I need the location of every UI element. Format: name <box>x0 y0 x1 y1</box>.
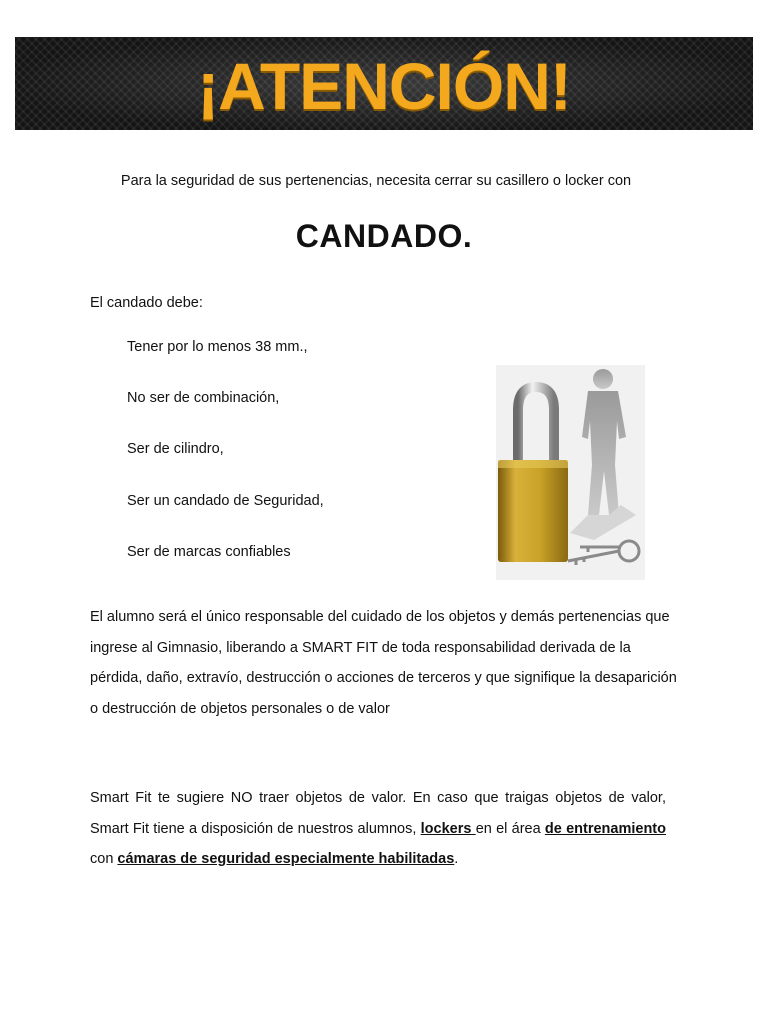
intro-line: Para la seguridad de sus pertenencias, necesita cerrar su casillero o locker con <box>120 173 632 189</box>
responsibility-paragraph: El alumno será el único responsable del cuidado de los objetos y demás pertenencias que ingrese al Gimnasio, liberando a SMART FIT de toda responsabilidad derivada de la pérdida, daño, extravío, destrucción o acciones de terceros y que signifique la desaparición o destrucción de objetos personales o de valor <box>90 609 677 717</box>
requirements-lead: El candado debe: <box>90 295 203 311</box>
requirement-item: No ser de combinación, <box>127 390 280 406</box>
lockers-text: lockers <box>420 820 476 837</box>
requirement-item: Ser un candado de Seguridad, <box>127 493 324 509</box>
intro-text <box>0 173 768 189</box>
suggestion-text: Smart Fit te sugiere NO traer objetos de valor. En caso que traigas objetos de valor, Smart Fit tiene a disposición de nuestros alumnos, <box>90 790 666 837</box>
suggestion-text: en el área <box>475 820 545 837</box>
requirement-item: Tener por lo menos 38 mm., <box>127 339 308 355</box>
suggestion-paragraph <box>90 783 666 875</box>
suggestion-text: . <box>454 851 459 867</box>
padlock-icon <box>496 365 645 580</box>
padlock-illustration <box>496 365 645 580</box>
person-silhouette-icon <box>570 369 636 540</box>
training-area-text: de entrenamiento <box>544 820 666 837</box>
banner-title: ¡ATENCIÓN! <box>197 48 571 123</box>
requirement-item: Ser de cilindro, <box>127 441 224 457</box>
headline: CANDADO. <box>295 218 473 254</box>
keys-icon <box>568 541 639 565</box>
requirement-item: Ser de marcas confiables <box>127 544 291 560</box>
attention-banner <box>15 37 753 130</box>
security-cameras-text: cámaras de seguridad especialmente habilitadas <box>117 851 455 867</box>
suggestion-text: con <box>90 851 118 867</box>
